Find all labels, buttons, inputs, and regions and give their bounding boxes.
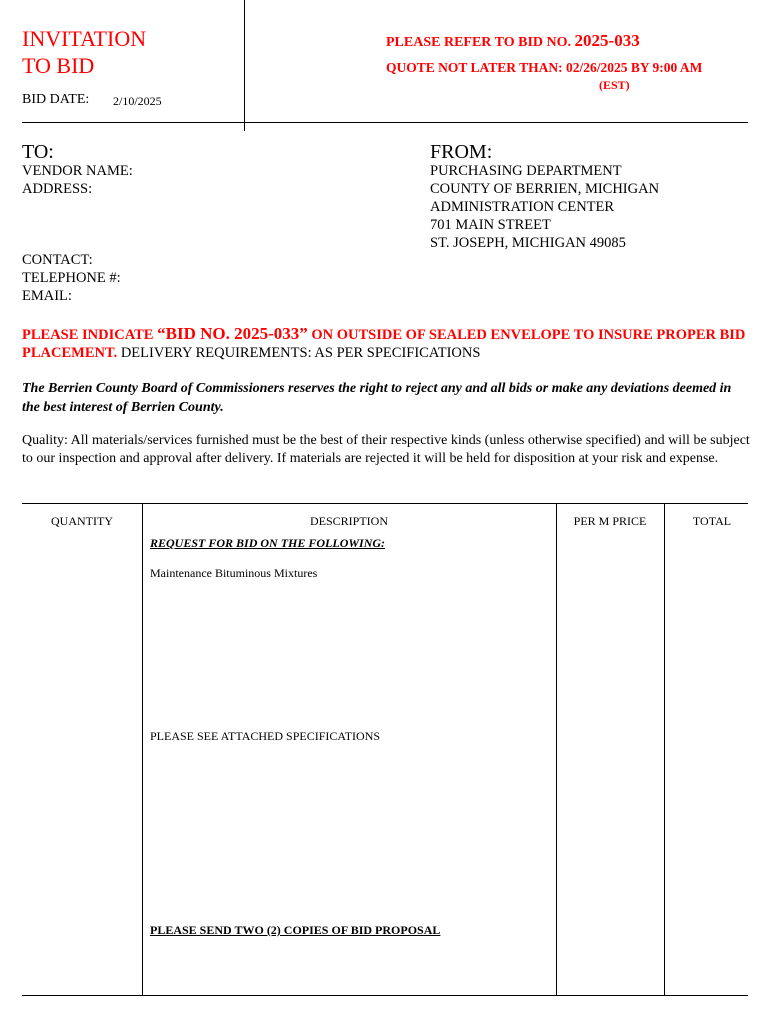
bid-date-label: BID DATE: (22, 92, 90, 107)
title-line-2: TO BID (22, 53, 95, 78)
bid-number: 2025-033 (574, 31, 640, 50)
column-header-description: DESCRIPTION (309, 514, 388, 528)
from-line: PURCHASING DEPARTMENT (430, 163, 622, 179)
column-header-quantity: QUANTITY (51, 514, 113, 528)
bid-date-value: 2/10/2025 (113, 94, 162, 108)
header-divider-horizontal (22, 122, 748, 123)
telephone-label: TELEPHONE #: (22, 270, 121, 286)
header-divider-vertical (244, 0, 245, 131)
table-column-divider (142, 503, 143, 996)
from-line: 701 MAIN STREET (430, 217, 551, 233)
vendor-block (22, 162, 133, 198)
contact-block (22, 251, 121, 305)
quote-timezone: (EST) (599, 78, 630, 92)
from-heading: FROM: (430, 141, 493, 163)
column-header-total: TOTAL (692, 514, 732, 528)
table-column-divider (556, 503, 557, 996)
indicate-prefix: PLEASE INDICATE (22, 327, 158, 343)
table-column-divider (664, 503, 665, 996)
quality-statement: Quality: All materials/services furnished must be the best of their respective kinds (unless otherwise specified) and will be subject to our inspection and approval after delivery. If materials are rejected it will be held for disposition at your risk and expense. (22, 433, 750, 466)
envelope-instruction (22, 325, 752, 362)
delivery-requirements: DELIVERY REQUIREMENTS: AS PER SPECIFICATIONS (117, 345, 481, 361)
from-line: ADMINISTRATION CENTER (430, 199, 615, 215)
board-notice: The Berrien County Board of Commissioners reserves the right to reject any and all bids or make any deviations deemed in the best interest of Berrien County. (22, 381, 732, 415)
contact-label: CONTACT: (22, 252, 93, 268)
refer-label: PLEASE REFER TO BID NO. (386, 35, 572, 50)
document-title (22, 25, 202, 79)
address-label: ADDRESS: (22, 181, 93, 197)
indicate-bid: “BID NO. 2025-033” (157, 324, 308, 343)
from-line: ST. JOSEPH, MICHIGAN 49085 (430, 235, 626, 251)
table-top-border (22, 503, 748, 504)
title-line-1: INVITATION (22, 26, 147, 51)
column-header-price: PER M PRICE (573, 514, 647, 528)
copies-note: PLEASE SEND TWO (2) COPIES OF BID PROPOSAL (150, 923, 441, 937)
from-address-block (430, 162, 659, 252)
email-label: EMAIL: (22, 288, 72, 304)
item-description: Maintenance Bituminous Mixtures (150, 566, 318, 580)
to-heading: TO: (22, 141, 54, 163)
indicate-suffix: ON OUTSIDE OF SEALED ENVELOPE TO INSURE PROPER BID PLACEMENT. (22, 327, 746, 361)
bid-reference (386, 31, 640, 51)
table-bottom-border (22, 995, 748, 996)
see-specifications: PLEASE SEE ATTACHED SPECIFICATIONS (150, 729, 381, 743)
quote-deadline: QUOTE NOT LATER THAN: 02/26/2025 BY 9:00 AM (386, 60, 703, 75)
vendor-name-label: VENDOR NAME: (22, 163, 133, 179)
request-heading: REQUEST FOR BID ON THE FOLLOWING: (150, 536, 386, 550)
from-line: COUNTY OF BERRIEN, MICHIGAN (430, 181, 660, 197)
